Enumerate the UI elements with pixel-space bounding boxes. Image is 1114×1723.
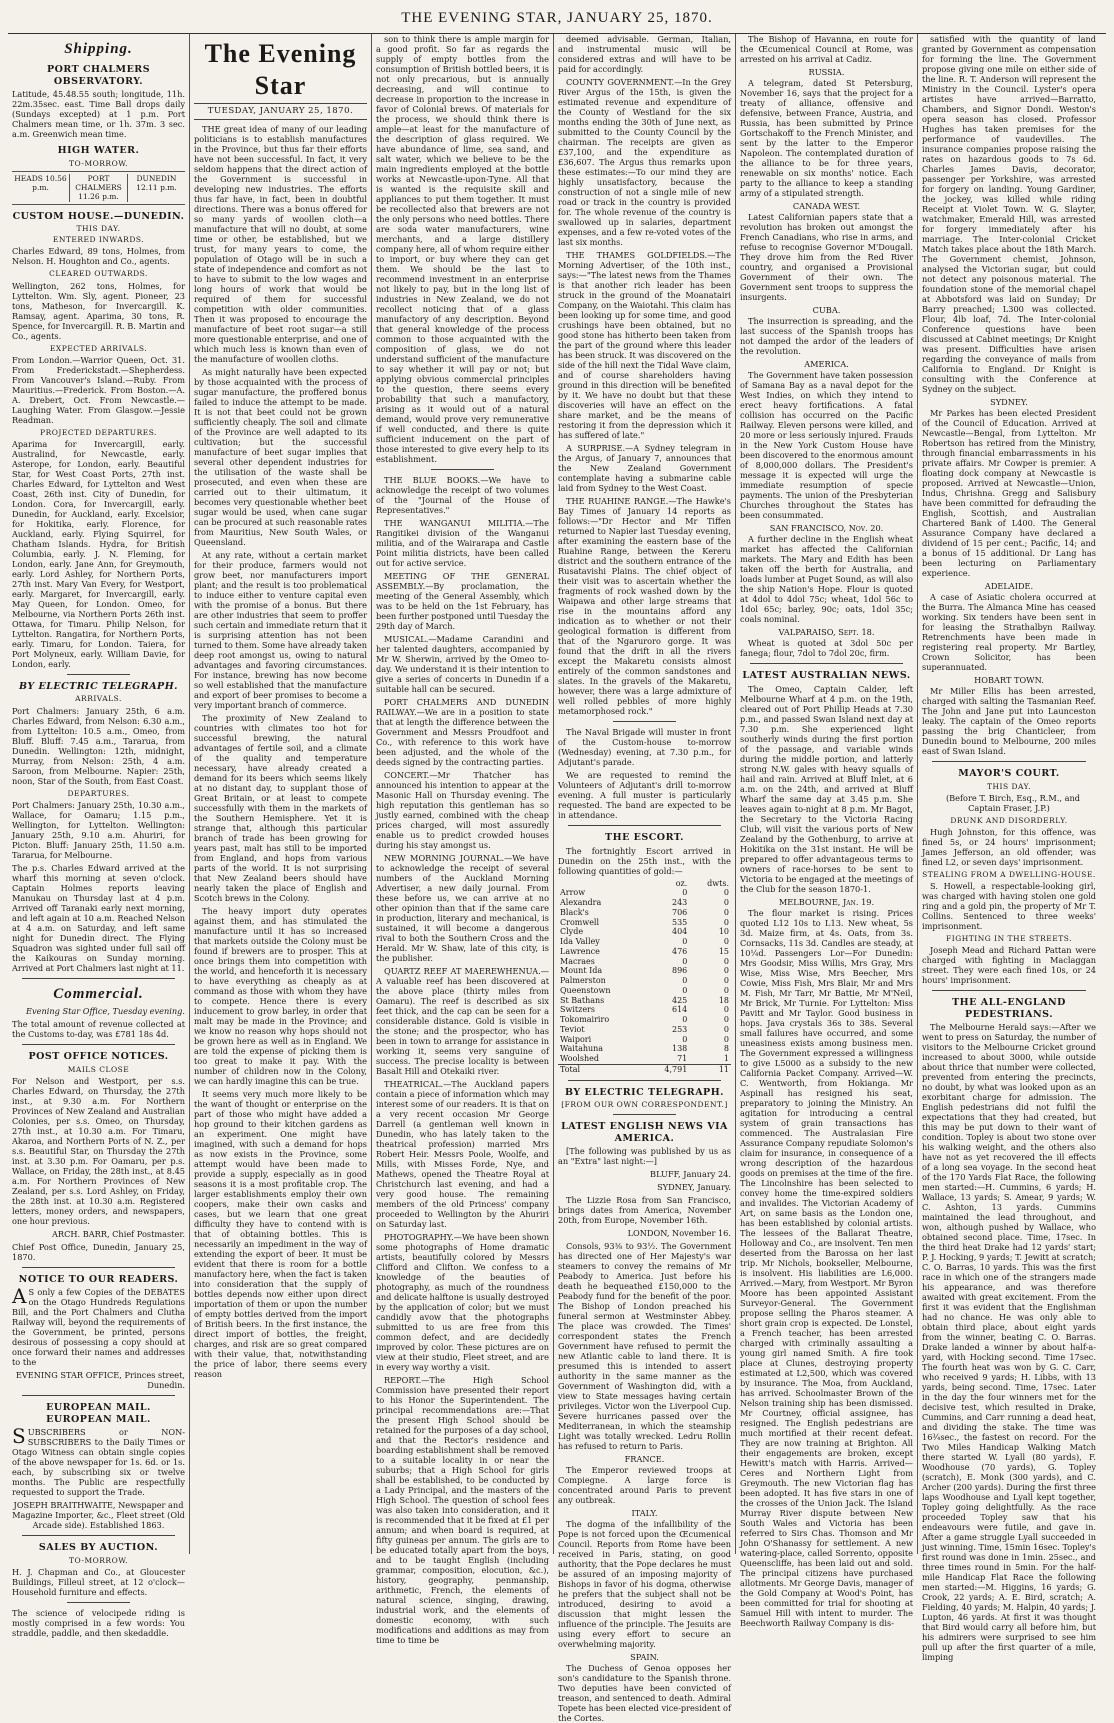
heading-italy: ITALY. bbox=[631, 1508, 658, 1519]
departures-title: DEPARTURES. bbox=[67, 788, 130, 798]
telegraph-title: BY ELECTRIC TELEGRAPH. bbox=[565, 1086, 724, 1098]
escort-oz: 0 bbox=[682, 1015, 688, 1025]
adelaide-text: A case of Asiatic cholera occurred at the Burra. The Almanca Mine has ceased working. Six tenders have been sent in for leasing the Strathalbyn Railway. Retrenchments have been made in registering real property. Mr Bartley, Crown Solicitor, has been superannuated. bbox=[922, 592, 1096, 672]
drunk-text: Hugh Johnston, for this offence, was fined 5s, or 24 hours' imprisonment; James Jefferson, an old offender, was fined L2, or seven days' imprisonment. bbox=[922, 826, 1096, 867]
commercial-text: The total amount of revenue collected at the Customs to-day, was £781 18s 4d. bbox=[12, 1019, 185, 1040]
escort-oz: 425 bbox=[672, 995, 688, 1005]
escort-place: Mount Ida bbox=[560, 966, 603, 976]
high-water-title: HIGH WATER. bbox=[57, 145, 140, 157]
escort-title: THE ESCORT. bbox=[605, 832, 684, 843]
escort-oz: 0 bbox=[682, 976, 688, 986]
european-mail-title: EUROPEAN MAIL. EUROPEAN MAIL. bbox=[46, 1402, 151, 1425]
escort-dwts: 15 bbox=[718, 946, 729, 956]
escort-place: Teviot bbox=[560, 1024, 585, 1034]
escort-dwts: 0 bbox=[723, 1015, 729, 1025]
news-item-quartz-reef: QUARTZ REEF AT MAEREWHENUA.—A valuable reef has been discovered at the above place (thirty miles from Oamaru). The reef is described as six feet thick, and the cap can be seen for a considerable distance. Gold is visible in the stone; and the prospector, who has been in town to arrange for assistance in working it, seems very sanguine of success. The precise locality is between Basalt Hill and Otekaiki river. bbox=[376, 966, 549, 1076]
notice-title: NOTICE TO OUR READERS. bbox=[18, 1273, 179, 1285]
escort-oz: 404 bbox=[672, 927, 688, 937]
news-item-thames: THE THAMES GOLDFIELDS.—The Morning Advertiser, of the 10th inst., says:—"The latest news from the Thames is that another rich leader has been struck in the ground of the Moanatairi Company, on the Waiotahi. This claim has been looking up for some time, and good crushings have been obtained, but no good stone has hitherto been taken from the part of the ground where this leader has been struck. It was discovered on the side of the hill next the Tidal Wave claim, and of course shareholders having ground in this direction will be benefited by it. We have no doubt but that these discoveries will have an effect on the share market, and be the means of restoring it from the depression which it has suffered of late." bbox=[558, 250, 731, 440]
escort-oz: 476 bbox=[672, 946, 688, 956]
escort-oz: 896 bbox=[672, 966, 688, 976]
news-item-theatrical: THEATRICAL.—The Auckland papers contain a piece of information which may interest some of our readers. It is that on a very recent occasion Mr George Darrell (a gentleman well known in Dunedin, who has lately taken to the theatrical profession) married Mrs Robert Heir. Messrs Poole, Woolfe, and Mills, with Misses Forde, Nye, and Mathews, opened the Theatre Royal at Christchurch last evening, and had a very good house. The remaining members of the old Princess' company proceeded to Wellington by the Ahuriri on Saturday last. bbox=[376, 1079, 549, 1229]
news-item-report: REPORT.—The High School Commission have presented their report to his Honor the Superintendent. The principal recommendations are:—That the present High School should be retained for the purposes of a day school, and that the Rector's residence and boarding establishment shall be removed to a suitable locality in or near the suburbs; that a High School for girls shall be established, to be conducted by a Lady Principal, and the masters of the High School. The question of school fees was also taken into consideration, and it is recommended that it be fixed at £1 per annum; and when board is required, at fifty guineas per annum. The girls are to be educated totally apart from the boys, and to be taught English (including grammar, composition, elocution, &c.), history, geography, penmanship, arithmetic, French, the elements of natural science, singing, drawing, industrial work, and the elements of domestic economy, with such modifications and additions as may from time to time be bbox=[376, 1375, 549, 1645]
escort-place: Tokomairiro bbox=[560, 1015, 610, 1025]
editorial-paragraph: The proximity of New Zealand to countries with climates too hot for successful brewing, the natural advantages of fertile soil, and a climate of the quality and temperature necessary, have already created a demand for its beers which seems likely at no distant day, to supplant those of Great Britain, or at least to compete successfully with them in the markets of the Southern Hemisphere. Yet it is strange that, although this particular branch of trade has been growing for years past, malt has still to be imported from England, and hops from various parts of the world. It is not surprising that New Zealand beers should have nearly taken the place of English and Scotch brews in the Colony. bbox=[194, 712, 367, 903]
spain-text: The Duchess of Genoa opposes her son's candidature to the Spanish throne. Two deputies have been convicted of treason, and sentenced to death. Admiral Topete has been elected vice-president of the Cortes. bbox=[558, 1663, 731, 1723]
divider bbox=[568, 825, 721, 826]
commercial-title: Commercial. bbox=[53, 985, 144, 1002]
news-item-volunteers: We are requested to remind the Volunteers of Adjutant's drill to-morrow evening. A full muster is particularly requested. The band are expected to be in attendance. bbox=[558, 770, 731, 820]
latest-english-title: LATEST ENGLISH NEWS VIA AMERICA. bbox=[561, 1121, 728, 1144]
news-item-musical: MUSICAL.—Madame Carandini and her talented daughters, accompanied by Mr W. Sherwin, arrived by the Omeo to-day. We understand it is their intention to give a series of concerts in Dunedin if a suitable hall can be secured. bbox=[376, 634, 549, 694]
telegraph-title: BY ELECTRIC TELEGRAPH. bbox=[19, 680, 178, 692]
escort-dwts: 0 bbox=[723, 976, 729, 986]
san-francisco-text: A further decline in the English wheat market has affected the Californian markets. The Mary and Edith has been taken off the berth for Australia, and loads lumber at Puget Sound, as will also the ship Nation's Hope. Flour is quoted at 4dol to 4dol 75c; wheat, 1dol 56c to 1dol 65c; barley, 90c; oats, 1dol 35c; coals nominal. bbox=[740, 534, 913, 624]
escort-dwts: 0 bbox=[723, 1034, 729, 1044]
latest-intro: [The following was published by us as an "Extra" last night:—] bbox=[558, 1146, 731, 1167]
escort-place: Ida Valley bbox=[560, 937, 600, 947]
projected-title: PROJECTED DEPARTURES. bbox=[40, 427, 157, 437]
editorial-dateline: TUESDAY, JANUARY 25, 1870. bbox=[194, 103, 367, 119]
hobart-text: Mr Miller Ellis has been arrested, charged with salting the Tasmanian Reef. The John and Jane put into Launceston leaky. The captain of the Omeo reports passing the brig Chanticleer, from Dunedin bound to Melbourne, 200 miles east of Swan Island. bbox=[922, 686, 1096, 756]
escort-table bbox=[558, 879, 731, 1075]
cleared-text: Wellington, 262 tons, Holmes, for Lyttelton. Wm. Sly, agent. Pioneer, 23 tons, Matheson, for Invercargill. K. Ramsay, agent. Aparima, 30 tons, R. Spence, for Invercargill. R. B. Martin and Co., agents. bbox=[12, 280, 185, 341]
news-item-surprise: A SURPRISE.—A Sydney telegram in the Argus, of January 7, announces that the New Zealand Government contemplate having a submarine cable laid from Sydney to the West Coast. bbox=[558, 443, 731, 493]
tide-dunedin: DUNEDIN 12.11 p.m. bbox=[136, 174, 177, 193]
escort-oz: 0 bbox=[682, 888, 688, 898]
notice-sign: EVENING STAR OFFICE, Princes street, Dunedin. bbox=[15, 1370, 185, 1391]
paper-title: The Evening Star bbox=[204, 39, 357, 100]
editorial-paragraph: THE great idea of many of our leading politicians is to establish manufactures in the Province, but thus far their efforts have not been successful. In fact, it very seldom happens that the direct action of the Government is successful in developing new industries. The efforts thus far have, in fact, been in doubtful directions. There was a bonus offered for so many yards of woollen cloth—a manufacture that will no doubt, at some time or other, be established, but we trust, for many years to come, the population of Otago will be in such a state of independence and comfort as not to have to submit to the low wages and long hours of work that would be required of them for successful competition with older communities. Then it was proposed to encourage the manufacture of beet root sugar—a still more questionable enterprise, and one of which much less is known than even of the manufacture of woollen cloths. bbox=[194, 123, 367, 364]
news-item-assembly: MEETING OF THE GENERAL ASSEMBLY.—By proclamation, the meeting of the General Assembly, which was to be held on the 1st February, has been further postponed until Tuesday the 29th day of March. bbox=[376, 571, 549, 631]
divider bbox=[750, 663, 903, 664]
escort-row bbox=[558, 1025, 731, 1035]
heading-russia: RUSSIA. bbox=[808, 67, 845, 77]
escort-dwts: 10 bbox=[718, 927, 729, 937]
divider bbox=[568, 1080, 721, 1081]
escort-place: Black's bbox=[560, 907, 589, 917]
velocipede-text: The science of velocipede riding is mostly comprised in a few words: You straddle, paddle, and then skedaddle. bbox=[12, 1608, 185, 1639]
escort-total-label: Total bbox=[558, 1064, 646, 1074]
arrivals-title: ARRIVALS. bbox=[75, 694, 122, 704]
escort-dwts: 0 bbox=[723, 917, 729, 927]
notice-text: AS only a few Copies of the DEBATES on the Otago Hundreds Regulations Bill, and the Port Chalmers and Clutha Railway will, beyond the requirements of the Government, be printed, persons desirous of possessing a copy should at once forward their names and addresses to the bbox=[12, 1284, 185, 1368]
heading-hobart: HOBART TOWN. bbox=[974, 675, 1044, 685]
escort-oz: 253 bbox=[672, 1024, 688, 1034]
european-mail-sign: JOSEPH BRAITHWAITE, Newspaper and Magazine Importer, &c., Fleet street (Old Arcade side). Established 1863. bbox=[12, 1500, 185, 1531]
divider bbox=[67, 674, 130, 675]
escort-row bbox=[558, 888, 731, 898]
editorial-paragraph: The heavy import duty operates against them, and has stimulated the manufacture until it has so increased that markets outside the Colony must be found if brewers are to prosper. This at once brings them into competition with the world, and henceforth it is necessary to have everything as cheaply as at command as those with whom they have to compete. Hence there is every inducement to grow barley, in order that malt may be made in the Province; and we know no reason why hops should not be grown here as well as in England. We are told the expense of picking them is too great to make it pay. With the number of children now in the Colony, we can hardly imagine this can be true. bbox=[194, 905, 367, 1086]
escort-place: Cromwell bbox=[560, 917, 600, 927]
divider bbox=[22, 978, 175, 979]
entered-text: Charles Edward, 89 tons, Holmes, from Nelson. H. Houghton and Co., agents. bbox=[12, 246, 185, 267]
escort-header bbox=[558, 879, 731, 889]
escort-row bbox=[558, 976, 731, 986]
custom-house-title: CUSTOM HOUSE.—DUNEDIN. bbox=[12, 210, 185, 222]
cleared-title: CLEARED OUTWARDS. bbox=[49, 269, 148, 279]
dateline-bluff: BLUFF, January 24. bbox=[650, 1169, 731, 1180]
masthead: THE EVENING STAR, JANUARY 25, 1870. bbox=[8, 8, 1106, 34]
havanna-text: The Bishop of Havanna, en route for the Œcumenical Council at Rome, was arrested on his arrival at Cadiz. bbox=[740, 34, 913, 64]
column-escort-telegraph bbox=[554, 34, 736, 1723]
heading-sydney: SYDNEY. bbox=[990, 397, 1028, 407]
mayors-court-title: MAYOR'S COURT. bbox=[958, 768, 1060, 779]
court-day: THIS DAY. bbox=[986, 781, 1032, 791]
escort-dwts: 0 bbox=[723, 898, 729, 908]
escort-row bbox=[558, 986, 731, 996]
column-local-news bbox=[372, 34, 554, 1645]
escort-dwts: 0 bbox=[723, 1024, 729, 1034]
heading-spain: SPAIN. bbox=[630, 1652, 659, 1663]
sydney-text: The Lizzie Rosa from San Francisco, brings dates from America, November 20th, from Europe, November 16th. bbox=[558, 1195, 731, 1226]
editorial-paragraph: At any rate, without a certain market for their produce, farmers would not grow beet, nor manufacturers import plant; and the result is too problematical to induce either to venture capital even with the promise of a bonus. But there are other industries that seem to proffer such certain and immediate return that it is surprising attention has not been turned to them. Some have already taken deep root amongst us, owing to natural advantages and favoring circumstances. For instance, brewing has now become so well established that the manufacture and export of beer promises to become a very important branch of commerce. bbox=[194, 549, 367, 710]
escort-row bbox=[558, 918, 731, 928]
high-water-sub: TO-MORROW. bbox=[68, 159, 128, 169]
melbourne-text: The flour market is rising. Prices quoted L12 10s to L13. New wheat, 5s 3d. Maize firm, at 4s. Oats, from 3s. Cornsacks, 11s 3d. Candles are steady, at 10¼d. Passengers Lor—For Dunedin: Mrs Goodsir, Miss Willis, Mrs Gray, Mrs Wise, Miss Wise, Mrs Beecher, Mrs Cowie, Miss Fish, Mrs Blair, Mr and Mrs M. Fish, Mr Tarr, Mr Battie, Mr M'Neil, Mr Brick, Mr Turnie. For Lyttelton: Miss Pavitt and Mr Taylor. Good business in hops. Java crystals 36s to 38s. Several small failures have occurred, and some uneasiness exists among business men. The Government expressed a willingness to give L5000 as a subsidy to the new California Packet Company. Arrived—W. C. Wentworth, from Hokianga. Mr Aspinall has resigned his seat, preparatory to joining the Ministry. An agitation for introducing a central system of grain transactions has commenced. The Australasian Fire Assurance Company repudiate Solomon's claim for insurance, in consequence of a wrong description of the hazardous goods on premises at the time of the fire. The Lincolnshire has been selected to convey home the time-expired soldiers and invalides. The Victorian Academy of Art, on same basis as the London one, has been established by colonial artists. The lessees of the Ballarat Theatre, Holloway and Co., are insolvent. Ten men deserted from the Barossa on her last trip. Mr Nichols, bookseller, Melbourne, is insolvent. His liabilities are L6,000. Arrived.—Mary, from Westport. Mr Byron Moore has been appointed Assistant Surveyor-General. The Government propose selling the Pharos steamer. A short grain crop is expected. De Lonstel, a French teacher, has been arrested charged with criminally assaulting a young girl named Smith. A fire took place at Clunes, destroying property estimated at L2,500, which was covered by insurance. The Moa, from Auckland, has arrived. Schoolmaster Brown of the Nelson training ship has been dismissed. Mr Courtney, official assignee, has resigned. The English pedestrians are much mortified at their recent defeat. They are now training at Brighton. All their engagements are broken, except Hewitt's match with Harris. Arrived—Ceres and Northern Light from Greymouth. The new Victorian flag has been adopted. It has five stars in one of the crosses of the Union Jack. The Island Murray River dispute between New South Wales and Victoria has been referred to Sirs Chas. Thomson and Mr John O'Shanassy for settlement. A new watering-place, called Sorrento, opposite Queenscliffe, has been laid out and sold. The principal citizens have purchased allotments. Mr George Davis, manager of the Gold Company at Wood's Point, has been committed for trial for shooting at Samuel Hill with intent to murder. The Beechworth Railway Company is dis- bbox=[740, 907, 913, 1628]
commercial-office: Evening Star Office, Tuesday evening. bbox=[26, 1006, 185, 1017]
escort-row bbox=[558, 927, 731, 937]
russia-text: A telegram, dated St Petersburg, November 16, says that the project for a treaty of alliance, offensive and defensive, between France, Austria, and Russia, has been submitted by Prince Gortschakoff to the French Minister, and sent by the latter to the Emperor Napoleon. The contemplated duration of the alliance to be for three years, renewable on six months' notice. Each party to the alliance to keep a standing army of a stipulated strength. bbox=[740, 78, 913, 198]
auction-text: H. J. Chapman and Co., at Gloucester Buildings, Filleul street, at 12 o'clock—Household furniture and effects. bbox=[12, 1567, 185, 1598]
escort-row bbox=[558, 1044, 731, 1054]
divider bbox=[431, 469, 494, 470]
news-item-militia: THE WANGANUI MILITIA.—The Rangitikei division of the Wanganui militia, and of the Wairarapa and Castle Point militia districts, have been called out for active service. bbox=[376, 518, 549, 568]
escort-unit-dwts: dwts. bbox=[707, 878, 729, 888]
observatory-title: PORT CHALMERS OBSERVATORY. bbox=[46, 64, 151, 87]
melbourne-continued: satisfied with the quantity of land granted by Government as compensation for forming the line. The Government propose giving one mile on either side of the line. R. T. Anderson will represent the Ministry in the Council. Lyster's opera artistes have arrived—Barratto, Chambers, and Signor Dondi. Weston's opera season has closed. Professor Hughes has taken premises for the performance of vaudevilles. The insurance companies propose raising the rates on hazardous goods to 7s 6d. Charles James Davis, decorator, passenger per Yorkshire, was arrested for forgery on landing. Young Gardiner, the jockey, was killed while riding Receipt at Violet Town. W. G. Slayter, watchmaker, Emerald Hill, was arrested for forgery immediately after his marriage. The Inter-colonial Cricket Match takes place about the 18th March. The Government chemist, Johnson, analysed the Victorian sugar, but could not detect any poisonous material. The foundation stone of the memorial chapel at Abbotsford was laid on Sunday; Dr Barry preached; L300 was collected. Flour, 4lb loaf, 7d. The Inter-colonial Conference questions have been discussed at Cabinet meetings; Dr Knight was present. Difficulties have arisen regarding the conveyance of mails from California to England. Dr Knight is consulting with the Conference at Sydney on the subject. bbox=[922, 34, 1096, 394]
charles-edward-text: The p.s. Charles Edward arrived at the wharf this morning at seven o'clock. Captain Holmes reports leaving Manukau on Thursday last at 4 p.m. Arrived off Taranaki early next morning, and left again at 10 a.m. Reached Nelson at 4 a.m. on Saturday, and left same night for Dunedin direct. The Flying Squadron was sighted under full sail off the Kaikouras on Sunday morning. Arrived at Port Chalmers last night at 11. bbox=[12, 862, 185, 973]
news-item-photography: PHOTOGRAPHY.—We have been shown some photographs of Home dramatic artists, beautifully colored by Messrs Clifford and Clifton. We confess to a knowledge of the beauties of photography, as much of the roundness and delicate halftone is usually destroyed by the application of color; but we must candidly avow that the photographs submitted to us are free from this common defect, and are decidedly improved by color. These pictures are on view at their studio, Fleet street, and are in every way worthy a visit. bbox=[376, 1232, 549, 1372]
escort-oz: 614 bbox=[672, 1005, 688, 1015]
escort-dwts: 0 bbox=[723, 985, 729, 995]
sydney-news-text: Mr Parkes has been elected President of the Council of Education. Arrived at Newcastle—Bengal, from Lyttelton. Mr Robertson has retired from the Ministry, through financial embarrassments in his private affairs. Mr Cowper is premier. A floating dock company at Newcastle is proposed. Arrived at Newcastle—Union, Indus, Chrishna. Gregg and Salisbury have been committed for defrauding the English, Scottish, and Australian Chartered Bank of L400. The General Assurance Company have declared a dividend of 15 per cent.; Pacific, 14; and a bonus of 15 additional. Dr Lang has been lecturing on Parliamentary experience. bbox=[922, 408, 1096, 578]
escort-place: Woolshed bbox=[560, 1054, 599, 1064]
dateline-sydney: SYDNEY, January. bbox=[657, 1182, 731, 1193]
divider bbox=[613, 721, 676, 722]
escort-dwts: 18 bbox=[718, 995, 729, 1005]
news-item-county: COUNTY GOVERNMENT.—In the Grey River Argus of the 15th, is given the estimated revenue and expenditure of the County of Westland for the six months ending the 30th of June next, as submitted to the County Council by the chairman. The receipts are given as £37,100, and the expenditure as £36,607. The Argus thus remarks upon these estimates:—To our mind they are highly unsatisfactory, because the construction of not a single mile of new road or track in the country is provided for. The whole revenue of the country is swallowed up in salaries, department expenses, and a few re-voted votes of the last six months. bbox=[558, 77, 731, 247]
escort-total-dwts: 11 bbox=[689, 1064, 731, 1074]
divider bbox=[932, 990, 1086, 991]
news-item-railway: PORT CHALMERS AND DUNEDIN RAILWAY.—We are in a position to state that at length the difference between the Government and Messrs Proudfoot and Co., with reference to this work have been adjusted, and the whole of the deeds signed by the contracting parties. bbox=[376, 697, 549, 767]
escort-total-oz: 4,791 bbox=[646, 1064, 689, 1074]
escort-oz: 0 bbox=[682, 1034, 688, 1044]
column-court-sport bbox=[918, 34, 1100, 1663]
editorial-continued: son to think there is ample margin for a good profit. So far as regards the supply of empty bottles from the consumption of British bottled beers, it is not only precarious, but is annually decreasing, and will continue to decrease in proportion to the increase in favor of Colonial brews. Of materials for the process, we should think there is ample—at least for the manufacture of the description of glass required. We have abundance of lime, sea sand, and salt water, which we believe to be the main ingredients employed at the bottle works at Newcastle-upon-Tyne. All that is wanted is the requisite skill and appliances to put them together. It must be recollected also that brewers are not the only persons who need bottles. There are soda water manufacturers, wine merchants, and a large distillery company here, all of whom require either to import, or buy where they can get them. We should be the last to recommend investment in an enterprise not likely to pay, but in the long list of industries in New Zealand, we do not recollect noticing that of a glass manufactory of any description. Beyond that general knowledge of the process common to those acquainted with the composition of glass, we do not understand sufficient of the manufacture to say whether it will pay or not; but applying obvious commercial principles to the question, there seems every probability that such a manufactory, arising as it would out of a natural demand, would prove very remunerative if well conducted, and there is quite sufficient inducement on the part of those interested to give every help to its establishment. bbox=[376, 34, 549, 464]
escort-place: St Bathans bbox=[560, 995, 605, 1005]
escort-oz: 0 bbox=[682, 985, 688, 995]
expected-text: From London.—Warrior Queen, Oct. 31. From Frederickstadt.—Shepherdess. From Vancouver's Island.—Ruby. From Mauritius.—Frederick. From Boston.—A. A. Drebert, Oct. From Newcastle.—Laughing Water. From Glasgow.—Jessie Readman. bbox=[12, 354, 185, 425]
escort-oz: 243 bbox=[672, 898, 688, 908]
escort-dwts: 0 bbox=[723, 956, 729, 966]
australian-news-title: LATEST AUSTRALIAN NEWS. bbox=[742, 670, 911, 681]
observatory-text: Latitude, 45.48.55 south; longitude, 11h. 22m.35sec. east. Time Ball drops daily (Sundays excepted) at 1 p.m. Port Chalmers mean time, or 1h. 37m. 3 sec. a.m. Greenwich mean time. bbox=[12, 89, 185, 140]
heading-canada: CANADA WEST. bbox=[792, 201, 861, 211]
heading-adelaide: ADELAIDE. bbox=[984, 581, 1034, 591]
court-before: (Before T. Birch, Esq., R.M., and Captain Fraser, J.P.) bbox=[945, 792, 1081, 813]
italy-text: The dogma of the infallibility of the Pope is not forced upon the Œcumenical Council. Reports from Rome have been received in Paris, stating, on good authority, that the Pope declares he must be assured of an imposing majority of Bishops in favor of his dogma, otherwise he prefers that the subject shall not be introduced, desiring to avoid a discussion that might lessen the influence of the principle. The Jesuits are using every effort to secure an overwhelming majority. bbox=[558, 1519, 731, 1650]
escort-place: Lawrence bbox=[560, 946, 600, 956]
heading-san-francisco: SAN FRANCISCO, Nov. 20. bbox=[769, 523, 884, 533]
heading-valparaiso: VALPARAISO, Sept. 18. bbox=[778, 627, 875, 637]
column-shipping bbox=[8, 34, 190, 1639]
escort-row bbox=[558, 1054, 731, 1064]
columns bbox=[8, 34, 1106, 1723]
stealing-title: STEALING FROM A DWELLING-HOUSE. bbox=[922, 869, 1096, 879]
escort-row bbox=[558, 898, 731, 908]
escort-dwts: 0 bbox=[723, 1005, 729, 1015]
fighting-text: Joseph Mead and Richard Pattan were charged with fighting in Maclaggan street. They were each fined 10s, or 24 hours' imprisonment. bbox=[922, 945, 1096, 986]
australian-news-text: The Omeo, Captain Calder, left Melbourne Wharf at 4 p.m. on the 19th, cleared out of Port Phillip Heads at 7.30 p.m., and passed Swan Island next day at 7.30 p.m. She experienced light southerly winds during the first portion of the passage, and variable winds during the middle portion, and latterly strong N.W. gales with heavy squalls of hail and rain. Arrived at Bluff Inlet, at 6 a.m. on the 24th, and arrived at Bluff Wharf the same day at 3.45 p.m. She leaves again to-night at 8 p.m. Mr Bagot, the Secretary to the Victoria Racing Club, will visit the various ports of New Zealand by the Gothenburg, to arrive at Hokitika on the 31st instant. He will be prepared to offer advantageous terms to owners of race-horses to be sent to Victoria to be engaged at the meetings of the Club for the season 1870-1. bbox=[740, 683, 913, 894]
post-office-title: POST OFFICE NOTICES. bbox=[28, 1051, 169, 1063]
escort-oz: 706 bbox=[672, 907, 688, 917]
escort-dwts: 0 bbox=[723, 888, 729, 898]
heading-cuba: CUBA. bbox=[812, 305, 841, 315]
france-text: The Emperor reviewed troops at Compiegne. A large force is concentrated around Paris to prevent any outbreak. bbox=[558, 1465, 731, 1506]
shipping-title: Shipping. bbox=[64, 41, 133, 57]
stealing-text: S. Howell, a respectable-looking girl, was charged with having stolen one gold ring and a gold pin, the property of Mr T. Collins. Sentenced to three weeks' imprisonment. bbox=[922, 881, 1096, 931]
news-item-blue-books: THE BLUE BOOKS.—We have to acknowledge the receipt of two volumes of the "Journal of the House of Representatives." bbox=[376, 475, 549, 515]
escort-dwts: 8 bbox=[723, 1044, 729, 1054]
escort-oz: 71 bbox=[677, 1054, 688, 1064]
expected-title: EXPECTED ARRIVALS. bbox=[49, 343, 148, 353]
escort-row bbox=[558, 947, 731, 957]
heading-france: FRANCE. bbox=[624, 1454, 665, 1465]
escort-dwts: 0 bbox=[723, 907, 729, 917]
fighting-title: FIGHTING IN THE STREETS. bbox=[946, 934, 1072, 943]
news-item-naval-brigade: The Naval Brigade will muster in front of the Custom-house to-morrow (Wednesday) evening, at 7.30 p.m., for Adjutant's parade. bbox=[558, 727, 731, 767]
this-day: THIS DAY. bbox=[76, 224, 121, 234]
editorial-paragraph: It seems very much more likely to be the want of thought or enterprise on the part of those who might have added a hop ground to their kitchen gardens as an experiment. One might have imagined, with such a demand for hops as now exists in the Province, some attempt would have been made to provide a supply, especially as in good seasons it is a most profitable crop. The larger establishments employ their own coopers, make their own casks and cases, but we learn that one great difficulty they have to contend with is that of obtaining bottles. This is necessarily an impediment in the way of extending the export of beer. It must be evident that there is room for a bottle manufactory here, when the fact is taken into consideration that the supply of bottles depends now either upon direct importation of them or upon the number of empty bottles derived from the import of British beers. In the first instance, the direct import of bottles, the freight, charges, and risk are so great compared with their value, that, notwithstanding the price of labor, there seems every reason bbox=[194, 1088, 367, 1379]
tide-port-chalmers: PORT CHALMERS 11.26 p.m. bbox=[70, 174, 128, 201]
escort-unit-oz: oz. bbox=[675, 878, 688, 888]
news-item-journal: NEW MORNING JOURNAL.—We have to acknowledge the receipt of several numbers of the Auckland Morning Advertiser, a new daily journal. From these before us, we can arrive at no other opinion than that if the same care in production, literary and mechanical, is sustained, it will become a dangerous rival to both the Southern Cross and the Herald. Mr W. Shaw, late of this city, is the publisher. bbox=[376, 853, 549, 963]
column-editorial bbox=[190, 34, 372, 1554]
auction-sub: TO-MORROW. bbox=[68, 1556, 128, 1566]
european-mail-text: SUBSCRIBERS or NON-SUBSCRIBERS to the Daily Times or Otago Witness can obtain single copies of the above newspaper for 1s. 6d. or 1s. each, by subscribing six or twelve months. The Public are respectfully requested to support the Trade. bbox=[12, 1424, 185, 1498]
escort-oz: 138 bbox=[672, 1044, 688, 1054]
escort-place: Palmerston bbox=[560, 976, 606, 986]
post-office-sub: MAILS CLOSE bbox=[67, 1064, 130, 1074]
escort-row bbox=[558, 908, 731, 918]
divider bbox=[613, 1114, 676, 1115]
escort-row bbox=[558, 996, 731, 1006]
tide-heads: HEADS 10.56 p.m. bbox=[12, 174, 70, 201]
escort-oz: 0 bbox=[682, 956, 688, 966]
escort-row bbox=[558, 1015, 731, 1025]
tide-table bbox=[12, 171, 185, 204]
pedestrians-text: The Melbourne Herald says:—After we went to press on Saturday, the number of visitors to the Melbourne Cricket ground increased to about 3000, while outside about thrice that number were collected, prevented from entering the precincts, no doubt, by what was looked upon as an exorbitant charge for admission. The English pedestrians did not fulfil the expectations that they had created, but this may be put down to their want of condition. Topley is about two stone over his walking weight, and the others also have not as yet recovered the ill effects of a long sea voyage. In the second heat of the 170 Yards Flat Race, the following men started:—H. Cummins, 6 yards; H. Wallace, 13 yards; S. Amear, 9 yards; W. C. Ashton, 13 yards. Cummins maintained the lead throughout, and won, although pushed by Wallace, who obtained second place. Time, 17sec. In the third heat Drake had 12 yards' start; P. J. Hocking, 9 yards; T. Jewitt at scratch; C. O. Barras, 10 yards. This was the first race in which one of the strangers made his appearance, and was therefore awaited with great excitement. From the first it was evident that the Englishman had no chance. He was only able to obtain third place, about eight yards from the winner, beating C. O. Barras. Drake landed a winner by about half-a-yard, with Hocking second. Time 17sec. The fourth heat was won by G. C. Carr, who received 9 yards; H. Libbs, with 13 yards, being second. Time, 17sec. Later in the day the four winners met for the decisive test, which resulted in Drake, Cummins, and Carr running a dead heat, and dividing the stake. The time was 16¾sec., the fastest on record. For the Two Miles Handicap Walking Match there started W. Lyall (80 yards), F. Woodhouse (70 yards), G. Topley (scratch), E. Monk (300 yards), and C. Archer (200 yards). During the first three laps Woodhouse and Lyall kept together, Topley going delightfully. As the race proceeded Topley saw that his endeavours were futile, and gave in. After a game struggle Lyall succeeded in just winning. Time, 15min 16sec. Topley's first round was done in 1min. 25sec., and three times round in 5min. For the half-mile Handicap Flat Race the following men started:—M. Higgins, 16 yards; G. Crook, 22 yards; A. E. Bird, scratch; A. Fielding, 40 yards; M. Halpin, 40 yards; J. Lupton, 46 yards. At first it was thought that Bird would carry all before him, but his admirers were surprised to see him pull up after the first quarter of a mile, limping bbox=[922, 1022, 1096, 1663]
escort-place: Macraes bbox=[560, 956, 595, 966]
escort-place: Clyde bbox=[560, 927, 584, 937]
escort-place: Switzers bbox=[560, 1005, 595, 1015]
heading-america: AMERICA. bbox=[804, 359, 849, 369]
escort-oz: 0 bbox=[682, 937, 688, 947]
heading-melbourne: MELBOURNE, Jan. 19. bbox=[778, 896, 875, 907]
escort-place: Waitahuna bbox=[560, 1044, 604, 1054]
escort-row bbox=[558, 966, 731, 976]
escort-intro: The fortnightly Escort arrived in Dunedin on the 25th inst., with the following quantities of gold:— bbox=[558, 845, 731, 876]
divider bbox=[22, 1267, 175, 1268]
escort-row bbox=[558, 1035, 731, 1045]
news-item-ruahine: THE RUAHINE RANGE.—The Hawke's Bay Times of January 14 reports as follows:—"Dr Hector and Mr Tiffen returned to Napier last Tuesday evening, after examining the eastern base of the Ruahine Range, between the Kereru district and the southern entrance of the Rusatavishi Plains. The chief object of their visit was to ascertain whether the fragments of rock washed down by the Waipawa and other large streams that rise in the mountains afford any indication as to whether or not their geological formation is different from that of the Ngaruroro gorge. It was found that the drift in all the rivers except the Makaretu consists almost entirely of the common sandstones and slates. In the gravels of the Makaretu, however, there was a large admixture of well rolled pebbles of more highly metamorphosed rock." bbox=[558, 496, 731, 716]
escort-oz: 535 bbox=[672, 917, 688, 927]
entered-title: ENTERED INWARDS. bbox=[52, 235, 145, 245]
newspaper-page bbox=[8, 8, 1106, 1723]
escort-row bbox=[558, 1005, 731, 1015]
cuba-text: The insurrection is spreading, and the last success of the Spanish troops has not damped the ardor of the leaders of the revolution. bbox=[740, 316, 913, 356]
post-office-place: Chief Post Office, Dunedin, January 25, 1870. bbox=[12, 1241, 185, 1262]
escort-place: Waipori bbox=[560, 1034, 592, 1044]
projected-text: Aparima for Invercargill, early. Australind, for Newcastle, early. Asterope, for London, early. Beautiful Star, for West Coast Ports, 27th inst. Charles Edward, for Lyttelton and West Coast, 26th inst. City of Dunedin, for London. Cora, for Invercargill, early. Dunedin, for Auckland, early. Excelsior, for Hokitika, early. Florence, for Auckland, early. Flying Squirrel, for Chatham Islands. Hydra, for British Columbia, early. J. N. Fleming, for London, early. Jane Ann, for Greymouth, early. Lord Ashley, for Northern Ports, 27th inst. Mary Van Every, for Westport, early. Margaret, for Invercargill, early. May Queen, for London. Omeo, for Melbourne, via Northern Ports 26th inst. Ottawa, for Timaru. Philip Nelson, for Lyttelton. Rangatira, for Northern Ports, early. Timaru, for London. Taiera, for Port Molyneux, early. William Davie, for London, early. bbox=[12, 438, 185, 669]
arrivals-text: Port Chalmers: January 25th, 6 a.m. Charles Edward, from Nelson: 6.30 a.m., from Lyttelton: 10.5 a.m., Omeo, from Bluff. Bluff: 7.45 a.m., Tararua, from Dunedin. Wellington: 12th, midnight, Murray, from Nelson: 25th, 4 a.m. Saroon, from Melbourne. Napier: 25th, noon, Star of the South, from East Coast. bbox=[12, 705, 185, 786]
escort-dwts: 1 bbox=[723, 1054, 729, 1064]
divider bbox=[932, 761, 1086, 762]
divider bbox=[22, 1395, 175, 1396]
auction-title: SALES BY AUCTION. bbox=[38, 1542, 159, 1554]
post-office-sign: ARCH. BARR, Chief Postmaster. bbox=[52, 1228, 185, 1239]
divider bbox=[67, 1602, 130, 1603]
dateline-london: LONDON, November 16. bbox=[627, 1228, 731, 1239]
escort-dwts: 0 bbox=[723, 937, 729, 947]
valparaiso-text: Wheat is quoted at 3dol 50c per fanega; flour, 7dol to 7dol 20c, firm. bbox=[740, 638, 913, 658]
divider bbox=[22, 1535, 175, 1536]
escort-place: Queenstown bbox=[560, 985, 611, 995]
report-continued: deemed advisable. German, Italian, and instrumental music will be considered extras and will have to be paid for accordingly. bbox=[558, 34, 731, 74]
correspondent: [FROM OUR OWN CORRESPONDENT.] bbox=[561, 1100, 728, 1110]
canada-text: Latest Californian papers state that a revolution has broken out amongst the French Canadians, who rise in arms, and refuse to recognise Governor M'Dougall. They drove him from the Red River country, and organised a Provisional Government of their own. The Government sent troops to suppress the insurgents. bbox=[740, 212, 913, 302]
drunk-title: DRUNK AND DISORDERLY. bbox=[950, 815, 1068, 825]
london-text: Consols, 93⅜ to 93½. The Government has directed one of Her Majesty's war steamers to convey the remains of Mr Peabody to America. Just before his death he bequeathed £150,000 to the Peabody fund for the benefit of the poor. The Bishop of London preached his funeral sermon at Westminster Abbey. The place was crowded. The Times' correspondent states the French Government have refused to permit the new Atlantic cable to land there. It is presumed this is intended to assert authority in the same manner as the Government of Washington did, with a view to State messages having certain privileges. Victor won the Liverpool Cup. Severe hurricanes passed over the Mediterranean, in which the steamship Light was totally wrecked. Ledru Rollin has refused to return to Paris. bbox=[558, 1241, 731, 1452]
escort-row bbox=[558, 937, 731, 947]
escort-place: Alexandra bbox=[560, 898, 602, 908]
editorial-paragraph: As might naturally have been expected by those acquainted with the process of sugar manufacture, the proffered bonus failed to induce the attempt to be made. It is not that beet could not be grown sufficiently cheaply. The soil and climate of the Province are well adapted to its cultivation; but the successful manufacture of beet sugar implies that several other dependent industries for the utilisation of the waste shall be prosecuted, and even when these are carried out to their ultimatum, it becomes very questionable whether beet sugar would be used, when cane sugar can be procured at such reasonable rates from Mauritius, New South Wales, or Queensland. bbox=[194, 366, 367, 547]
divider bbox=[22, 1044, 175, 1045]
post-office-text: For Nelson and Westport, per s.s. Charles Edward, on Thursday, the 27th inst., at 9.30 a.m. For Northern Provinces of New Zealand and Australian Colonies, per s.s. Omeo, on Thursday, 27th inst., at 10.30 a.m. For Timaru, Akaroa, and Northern Ports of N. Z., per s.s. Beautiful Star, on Thursday the 27th inst. at 3.30 p.m. For Oamaru, per p.s. Wallace, on Friday, the 28th inst., at 8.45 a.m. For Northern Provinces of New Zealand, per s.s. Lord Ashley, on Friday, the 28th inst. at 10.30 a.m. Registered letters, money orders, and newspapers, one hour previous. bbox=[12, 1075, 185, 1226]
escort-row bbox=[558, 957, 731, 967]
america-text: The Government have taken possession of Samana Bay as a naval depot for the West Indies, on which they intend to erect heavy fortifications. A fatal collision has occurred on the Pacific Railway. Eleven persons were killed, and 20 more or less seriously injured. Frauds in the New York Custom House have been discovered to the enormous amount of 8,000,000 dollars. The President's message it is expected will urge the immediate resumption of specie payments. The union of the Presbyterian Churches throughout the States has been consummated. bbox=[740, 370, 913, 520]
escort-total-row bbox=[558, 1064, 731, 1074]
column-foreign-news bbox=[736, 34, 918, 1628]
pedestrians-title: THE ALL-ENGLAND PEDESTRIANS. bbox=[952, 997, 1066, 1020]
news-item-concert: CONCERT.—Mr Thatcher has announced his intention to appear at the Masonic Hall on Thursday evening. The high reputation this gentleman has so justly earned, combined with the cheap prices charged, will most assuredly enable us to predict crowded houses during his stay amongst us. bbox=[376, 770, 549, 850]
escort-place: Arrow bbox=[560, 888, 586, 898]
escort-dwts: 0 bbox=[723, 966, 729, 976]
departures-text: Port Chalmers: January 25th, 10.30 a.m., Wallace, for Oamaru; 1.15 p.m., Wellington, for Lyttelton. Wellington: January 25th, 9.10 a.m. Ahuriri, for Picton. Bluff: January 25th, 11.50 a.m. Tararua, for Melbourne. bbox=[12, 799, 185, 860]
